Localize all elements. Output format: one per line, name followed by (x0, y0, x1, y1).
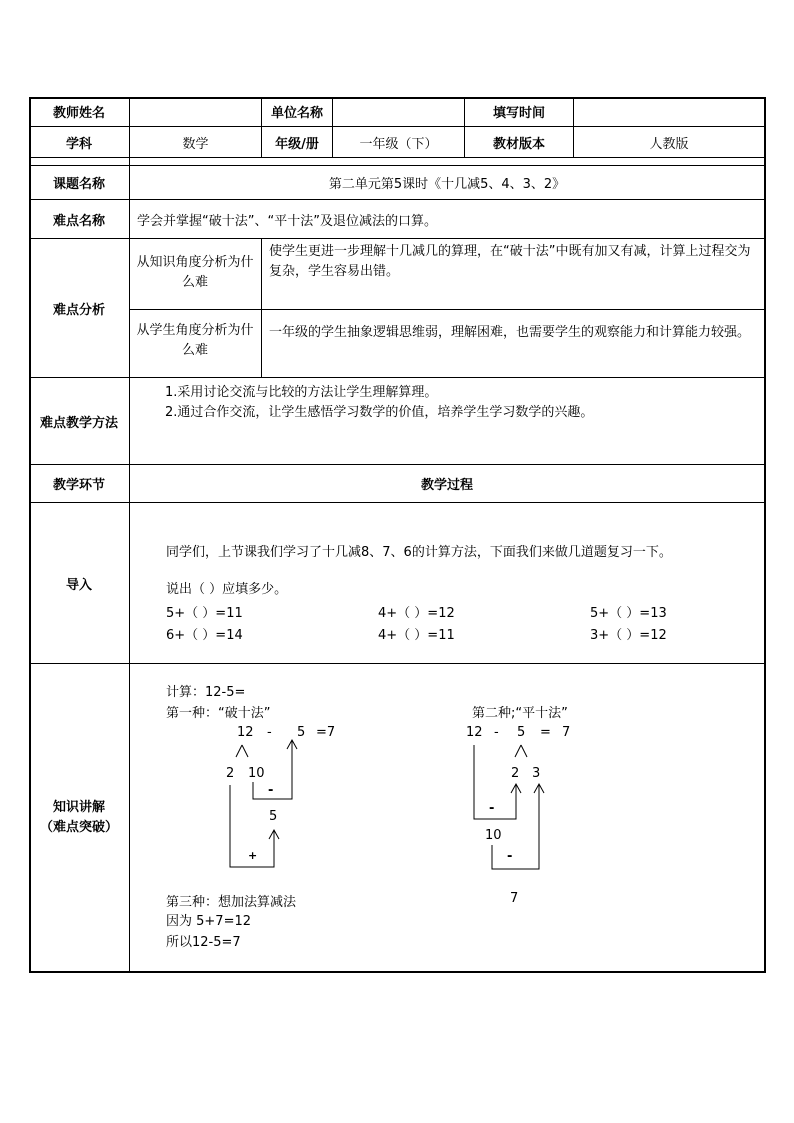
edition-value: 人教版 (649, 136, 689, 152)
edition-label: 教材版本 (492, 136, 545, 152)
lesson-plan-table (29, 97, 766, 973)
m1-plus-label: + (248, 849, 258, 862)
lesson-label: 课题名称 (52, 177, 105, 192)
m1-split-branch (236, 745, 248, 757)
knowledge-angle-text: 使学生更进一步理解十几减几的算理，在“破十法”中既有加又有减，计算上过程交为复杂，学生容易出错。 (269, 244, 751, 279)
lesson-title: 第二单元第5课时《十几减5、4、3、2》 (328, 177, 566, 192)
intro-paragraph: 同学们，上节课我们学习了十几减8、7、6的计算方法，下面我们来做几道题复习一下。 (166, 545, 672, 560)
difficulty-label: 难点名称 (52, 213, 105, 229)
knowledge-label-line2: （难点突破） (39, 819, 118, 835)
exercise-item: 4+（ ）=11 (378, 628, 455, 643)
exercise-item: 5+（ ）=11 (166, 606, 243, 621)
m2-split-2: 2 (511, 766, 520, 781)
intro-prompt: 说出（ ）应填多少。 (166, 582, 288, 597)
method3-line2: 所以12-5=7 (166, 935, 241, 950)
m2-minus-label-1: - (489, 801, 495, 816)
exercise-item: 5+（ ）=13 (590, 606, 667, 621)
m2-answer: 7 (562, 725, 571, 740)
knowledge-label-line1: 知识讲解 (52, 799, 105, 815)
decomposition-diagram (29, 97, 766, 973)
subject-value: 数学 (182, 136, 209, 152)
m1-minus-bracket (253, 741, 292, 799)
m2-num-12: 12 (466, 725, 483, 740)
teacher-name-label: 教师姓名 (52, 106, 105, 121)
m1-split-10: 10 (248, 766, 265, 781)
analysis-label: 难点分析 (52, 302, 105, 318)
intro-label: 导入 (65, 577, 92, 593)
m1-plus-bracket (230, 785, 274, 867)
method-item-1: 1.采用讨论交流与比较的方法让学生理解算理。 (165, 385, 438, 400)
m1-split-2: 2 (226, 766, 235, 781)
method3-title: 第三种：想加法算减法 (166, 895, 297, 910)
stage-header: 教学环节 (52, 478, 105, 493)
subject-label: 学科 (65, 136, 92, 152)
m2-final-answer: 7 (510, 891, 519, 906)
process-header: 教学过程 (420, 478, 473, 493)
difficulty-text: 学会并掌握“破十法”、“平十法”及退位减法的口算。 (137, 214, 437, 229)
m1-result-5: 5 (269, 809, 278, 824)
m2-num-5: 5 (517, 725, 526, 740)
method-item-2: 2.通过合作交流，让学生感悟学习数学的价值，培养学生学习数学的兴趣。 (165, 405, 594, 420)
method2-title: 第二种;“平十法” (472, 706, 568, 721)
knowledge-angle-label: 从知识角度分析为什么难 (136, 255, 254, 290)
method1-title: 第一种：“破十法” (166, 706, 271, 721)
m2-ten: 10 (485, 828, 502, 843)
m2-minus-bracket-1 (474, 745, 516, 819)
student-angle-label: 从学生角度分析为什么难 (136, 323, 254, 358)
fill-time-label: 填写时间 (492, 106, 545, 121)
exercise-item: 3+（ ）=12 (590, 628, 667, 643)
unit-name-label: 单位名称 (270, 106, 323, 121)
m1-minus-label: - (268, 783, 274, 798)
grade-value: 一年级（下） (359, 136, 438, 152)
grade-label: 年级/册 (275, 136, 319, 152)
calc-line: 计算：12-5= (166, 685, 246, 700)
m2-minus: - (494, 725, 499, 740)
exercise-item: 6+（ ）=14 (166, 628, 243, 643)
m1-minus: - (267, 725, 272, 740)
m1-eq-result: =7 (316, 725, 336, 740)
m2-split-3: 3 (532, 766, 541, 781)
m2-equals: = (540, 725, 551, 740)
method3-line1: 因为 5+7=12 (166, 914, 252, 929)
exercise-item: 4+（ ）=12 (378, 606, 455, 621)
m1-num-12: 12 (237, 725, 254, 740)
student-angle-text: 一年级的学生抽象逻辑思维弱，理解困难，也需要学生的观察能力和计算能力较强。 (269, 325, 751, 340)
m1-num-5: 5 (297, 725, 306, 740)
m2-split-branch (515, 745, 527, 757)
m2-minus-label-2: - (507, 849, 513, 864)
method-label: 难点教学方法 (39, 415, 118, 431)
